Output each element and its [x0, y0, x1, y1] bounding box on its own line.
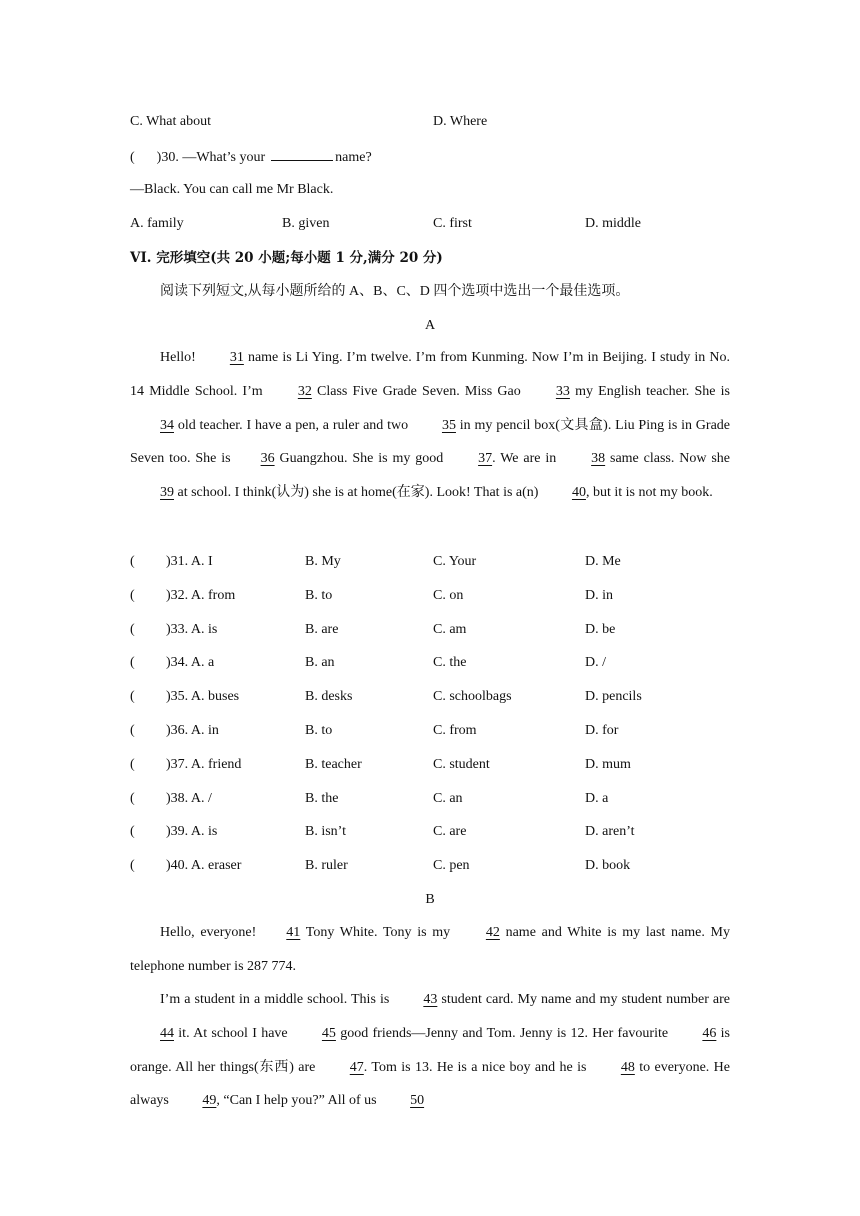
- option-d: D. Where: [433, 114, 488, 129]
- option-a: )40. A. eraser: [166, 858, 242, 874]
- question-30-blank: [271, 146, 333, 161]
- passage-text: good friends—Jenny and Tom. Jenny is 12. Her favourite: [335, 1025, 673, 1041]
- blank-number: 46: [702, 1025, 717, 1041]
- blank-number: 38: [591, 451, 606, 467]
- question-30-text: )30. —What’s your: [156, 150, 266, 165]
- answer-paren: (: [130, 689, 135, 705]
- blank-number: 33: [555, 383, 570, 399]
- section-heading: VI. 完形填空(共 20 小题;每小题 1 分,满分 20 分): [130, 250, 443, 266]
- blank-number: 45: [321, 1025, 336, 1041]
- option-c: C. schoolbags: [433, 689, 512, 705]
- blank-number: 34: [160, 417, 174, 433]
- option-d: D. be: [585, 621, 616, 637]
- passage-text: same class. Now she: [605, 451, 730, 467]
- option-b: B. desks: [305, 689, 353, 705]
- passage-text: Class Five Grade Seven. Miss Gao: [311, 383, 526, 399]
- option-c: C. are: [433, 824, 467, 840]
- option-d: D. a: [585, 790, 609, 806]
- option-a: )36. A. in: [166, 723, 219, 738]
- answer-paren: (: [130, 723, 135, 738]
- passage-text: I’m a student in a middle school. This is: [160, 992, 394, 1007]
- answer-paren: (: [130, 756, 135, 772]
- option-a: )34. A. a: [166, 655, 215, 671]
- answer-paren: (: [130, 587, 135, 603]
- blank-number: 49: [202, 1093, 217, 1109]
- passage-text: . We are in: [492, 451, 562, 467]
- option-c: C. am: [433, 621, 467, 637]
- option-b: B. to: [305, 587, 333, 603]
- option-d: D. for: [585, 723, 619, 738]
- passage-text: Hello!: [160, 350, 200, 365]
- option-b: B. to: [305, 723, 333, 738]
- option-d: D. mum: [585, 756, 631, 772]
- question-30-stem: [130, 146, 730, 168]
- passage-a-text: [130, 341, 730, 510]
- option-b: B. teacher: [305, 756, 362, 772]
- option-d: D. book: [585, 858, 631, 874]
- option-c: C. from: [433, 723, 477, 738]
- passage-text: name and White is my last name. My telephone number is 287 774.: [130, 925, 730, 974]
- blank-number: 31: [229, 350, 244, 365]
- option-c: C. first: [433, 216, 472, 231]
- option-a: A. family: [130, 216, 184, 231]
- option-a: )39. A. is: [166, 824, 218, 840]
- option-a: )32. A. from: [166, 587, 236, 603]
- blank-number: 40: [571, 485, 586, 501]
- option-a: )33. A. is: [166, 621, 218, 637]
- option-b: B. given: [282, 216, 330, 231]
- option-c: C. pen: [433, 858, 470, 874]
- option-c: C. an: [433, 790, 463, 806]
- option-c: C. Your: [433, 554, 477, 569]
- passage-text: Hello, everyone!: [160, 925, 257, 940]
- option-c: C. the: [433, 655, 467, 671]
- option-b: B. isn’t: [305, 824, 346, 840]
- blank-number: 41: [286, 925, 301, 940]
- passage-text: , but it is not my book.: [585, 485, 713, 501]
- passage-text: Guangzhou. She is my good: [274, 451, 449, 467]
- passage-b-paragraph-1: [130, 916, 730, 984]
- answer-paren: (: [130, 150, 135, 165]
- blank-number: 32: [297, 383, 312, 399]
- blank-number: 43: [423, 992, 438, 1007]
- passage-b-paragraph-2: [130, 983, 730, 1118]
- option-d: D. middle: [585, 216, 641, 231]
- passage-text: to everyone. He always: [130, 1059, 730, 1109]
- passage-text: , “Can I help you?” All of us: [216, 1093, 381, 1109]
- passage-text: in my pencil box(文具盒). Liu Ping is in Grade Seven too. She is: [130, 417, 730, 467]
- option-c: C. student: [433, 756, 490, 772]
- option-b: B. My: [305, 554, 341, 569]
- blank-number: 44: [160, 1025, 174, 1041]
- answer-paren: (: [130, 824, 135, 840]
- blank-number: 48: [620, 1059, 635, 1075]
- answer-paren: (: [130, 655, 135, 671]
- blank-number: 39: [160, 485, 174, 501]
- question-30-text-end: name?: [335, 150, 372, 165]
- option-d: D. pencils: [585, 689, 642, 705]
- option-d: D. in: [585, 587, 613, 603]
- option-b: B. the: [305, 790, 339, 806]
- passage-text: name is Li Ying. I’m twelve. I’m from Kunming. Now I’m in Beijing. I study in No. 14 Middle School. I’m: [130, 350, 731, 399]
- blank-number: 42: [485, 925, 500, 940]
- option-a: )38. A. /: [166, 790, 212, 806]
- option-b: B. ruler: [305, 858, 348, 874]
- option-b: B. an: [305, 655, 335, 671]
- passage-text: it. At school I have: [174, 1025, 292, 1041]
- blank-number: 47: [349, 1059, 364, 1075]
- passage-text: Tony White. Tony is my: [300, 925, 456, 940]
- passage-b-label: B: [425, 892, 435, 907]
- passage-text: at school. I think(认为) she is at home(在家). Look! That is a(n): [174, 485, 542, 501]
- option-a: )31. A. I: [166, 554, 213, 569]
- answer-paren: (: [130, 790, 135, 806]
- blank-number: 37: [478, 451, 493, 467]
- blank-number: 50: [410, 1093, 425, 1109]
- blank-number: 36: [260, 451, 275, 467]
- option-d: D. /: [585, 655, 606, 671]
- passage-text: old teacher. I have a pen, a ruler and two: [174, 417, 412, 433]
- section-instructions: 阅读下列短文,从每小题所给的 A、B、C、D 四个选项中选出一个最佳选项。: [160, 284, 630, 299]
- option-a: )37. A. friend: [166, 756, 242, 772]
- blank-number: 35: [441, 417, 456, 433]
- option-d: D. Me: [585, 554, 621, 569]
- question-30-reply: —Black. You can call me Mr Black.: [130, 182, 334, 197]
- answer-paren: (: [130, 621, 135, 637]
- answer-paren: (: [130, 858, 135, 874]
- option-a: )35. A. buses: [166, 689, 240, 705]
- passage-a-label: A: [424, 318, 436, 333]
- passage-text: . Tom is 13. He is a nice boy and he is: [363, 1059, 591, 1075]
- answer-paren: (: [130, 554, 135, 569]
- passage-text: is orange. All her things(东西) are: [130, 1025, 730, 1075]
- option-d: D. aren’t: [585, 824, 635, 840]
- passage-text: student card. My name and my student number are: [437, 992, 730, 1007]
- passage-text: my English teacher. She is: [569, 383, 730, 399]
- option-c: C. on: [433, 587, 464, 603]
- option-c: C. What about: [130, 114, 212, 129]
- option-b: B. are: [305, 621, 339, 637]
